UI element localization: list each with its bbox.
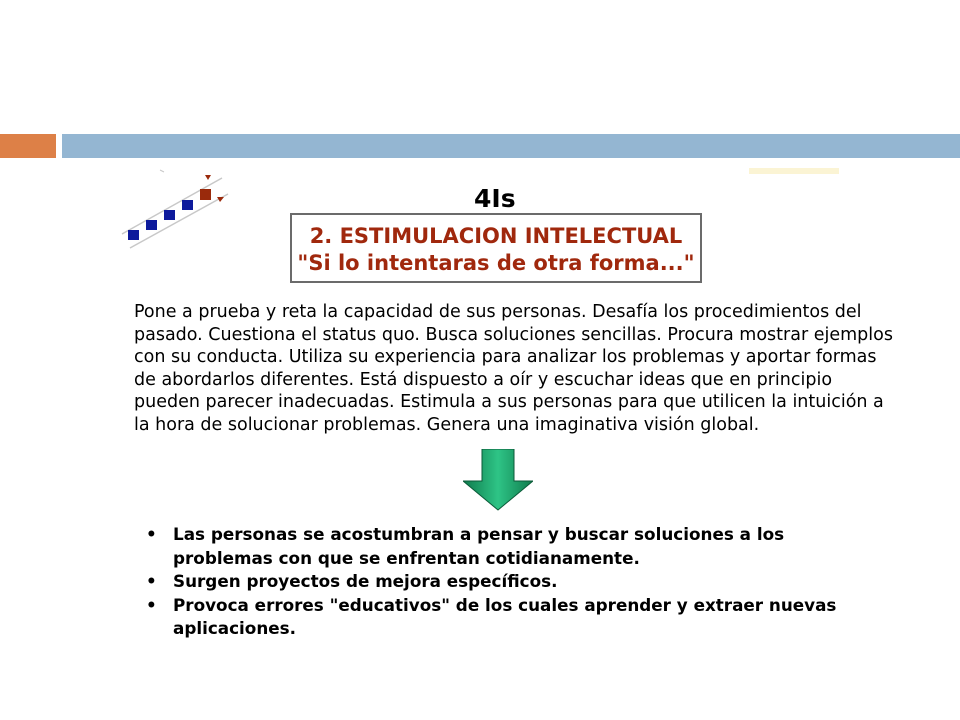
title-line-1: 2. ESTIMULACION INTELECTUAL: [309, 224, 683, 248]
bullet-marker: •: [146, 594, 157, 615]
down-arrow-icon: [463, 449, 533, 511]
header-accent-orange-bar: [0, 134, 56, 158]
list-item-text: Provoca errores "educativos" de los cuales aprender y extraer nuevas aplicaciones.: [173, 594, 837, 638]
title-box: [290, 213, 702, 283]
list-item: [146, 523, 866, 570]
ascending-squares-icon: [118, 168, 230, 252]
slide-heading: 4Is: [474, 184, 516, 213]
list-item: [146, 570, 866, 594]
list-item: [146, 594, 866, 641]
header-accent-blue-bar: [62, 134, 960, 158]
outcomes-list: [146, 523, 866, 641]
bullet-marker: •: [146, 524, 157, 544]
highlight-mark: [749, 168, 839, 174]
title-line-2: "Si lo intentaras de otra forma...": [297, 251, 695, 275]
bullet-marker: •: [146, 571, 157, 591]
description-paragraph: Pone a prueba y reta la capacidad de sus personas. Desafía los procedimientos del pasado. Cuestiona el status quo. Busca soluciones sencillas. Procura mostrar ejemplos con su conducta. Utiliza su experiencia para analizar los problemas y aportar formas de abordarlos diferentes. Está dispuesto a oír y escuchar ideas que en principio pueden parecer inadecuadas. Estimula a sus personas para que utilicen la intuición a la hora de solucionar problemas. Genera una imaginativa visión global.: [134, 302, 893, 435]
list-item-text: Las personas se acostumbran a pensar y buscar soluciones a los problemas con que se enfrentan cotidianamente.: [173, 524, 785, 568]
list-item-text: Surgen proyectos de mejora específicos.: [173, 571, 558, 591]
